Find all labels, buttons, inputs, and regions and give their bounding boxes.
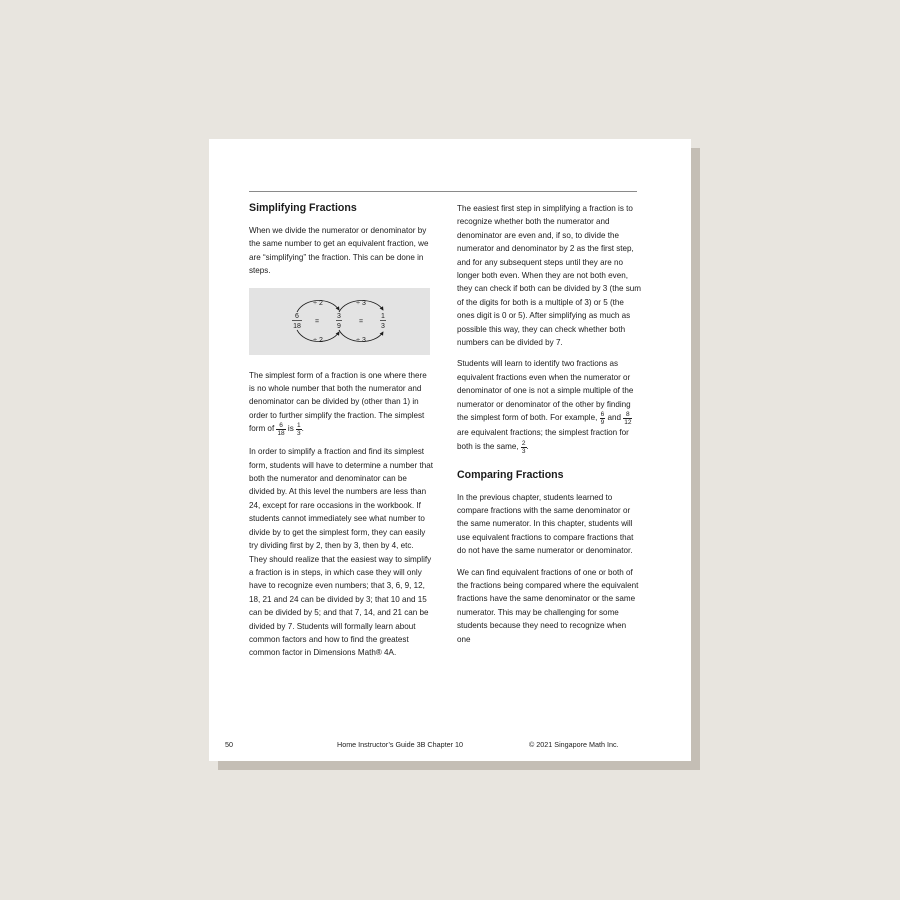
footer-guide-title: Home Instructor’s Guide 3B Chapter 10 — [337, 740, 463, 749]
fraction-denominator: 9 — [600, 419, 605, 427]
simplifying-figure — [249, 288, 430, 355]
fig-frac-2-num: 3 — [337, 312, 341, 320]
paragraph: In the previous chapter, students learned to compare fractions with the same denominator or the same numerator. In this chapter, students will use equivalent fractions to compare fractions that do not have the same numerator or denominator. — [457, 492, 634, 556]
fraction-numerator: 2 — [521, 439, 526, 447]
paragraph: We can find equivalent fractions of one or both of the fractions being compared where the equivalent fractions have the same denominator or the same numerator. This may be challenging for some students because they need to recognize when one — [457, 567, 639, 644]
fraction-numerator: 6 — [276, 422, 285, 430]
paragraph-text: . — [526, 441, 529, 451]
inline-fraction — [600, 411, 606, 426]
simplify-arrows-diagram — [249, 288, 430, 355]
fig-frac-2-den: 9 — [337, 322, 341, 330]
fig-frac-3-den: 3 — [381, 322, 385, 330]
fraction-denominator: 3 — [297, 430, 301, 438]
top-op-1: ÷ 2 — [313, 299, 323, 307]
fraction-denominator: 18 — [277, 430, 285, 438]
fraction-denominator: 12 — [624, 419, 632, 427]
fig-frac-3-num: 1 — [381, 312, 385, 320]
bottom-op-1: ÷ 2 — [313, 336, 323, 344]
fraction-numerator: 8 — [623, 411, 632, 419]
top-op-2: ÷ 3 — [356, 299, 366, 307]
section-heading-simplifying: Simplifying Fractions — [249, 202, 357, 214]
inline-fraction — [276, 422, 285, 437]
paragraph: The easiest first step in simplifying a fraction is to recognize whether both the numerator and denominator are even and, if so, to divide the numerator and denominator by 2 as the first step, and for any subsequent steps until they are no longer both even. When they are not both even, they can check if both can be divided by 3 (the sum of the digits for both is a multiple of 3) or 5 (the ones digit is 0 or 5). After simplifying as much as possible this way, they can check whether both numbers can be divided by 7. — [457, 204, 642, 348]
bottom-op-2: ÷ 3 — [356, 336, 366, 344]
paragraph-text: Students will learn to identify two fractions as equivalent fractions even when the numerator or denominator of one is not a simple multiple of the numerator or denominator of the other by finding the simplest form of both. For example, — [457, 359, 634, 423]
right-column — [457, 202, 641, 654]
paragraph-text: are equivalent fractions; the simplest fraction for both is the same, — [457, 428, 629, 451]
top-rule — [249, 191, 637, 192]
footer-copyright: © 2021 Singapore Math Inc. — [529, 740, 619, 749]
paragraph-text: is — [287, 424, 294, 434]
fig-frac-1-den: 18 — [293, 322, 301, 330]
paragraph-text: . — [301, 424, 304, 434]
paragraph — [249, 369, 433, 438]
page-number: 50 — [225, 740, 233, 749]
fig-equals-1: = — [314, 318, 320, 326]
left-column — [249, 197, 433, 668]
fraction-numerator: 1 — [297, 422, 301, 430]
document-page — [209, 139, 691, 761]
paragraph-text: and — [607, 413, 621, 423]
inline-fraction — [623, 411, 632, 426]
fraction-numerator: 6 — [600, 411, 605, 419]
fig-equals-2: = — [358, 318, 364, 326]
paragraph-text: The simplest form of a fraction is one where there is no whole number that both the numerator and denominator can be divided by (other than 1) in order to further simplify the fraction. The simplest form of — [249, 370, 427, 434]
paragraph: When we divide the numerator or denominator by the same number to get an equivalent fraction, we are “simplifying” the fraction. This can be done in steps. — [249, 226, 429, 276]
fig-frac-1-num: 6 — [295, 312, 299, 320]
fraction-denominator: 3 — [521, 447, 526, 455]
section-heading-comparing: Comparing Fractions — [457, 468, 564, 481]
paragraph: In order to simplify a fraction and find its simplest form, students will have to determine a number that both the numerator and denominator can be divided by. At this level the numbers are less than 24, except for rare occasions in the workbook. If students cannot immediately see what number to divide by to get the simplest form, they can easily try dividing first by 2, then by 3, then by 4, etc. They should realize that the easiest way to simplify a fraction is in steps, in which case they will only have to recognize even numbers; that 3, 6, 9, 12, 18, 21 and 24 can be divided by 3; that 10 and 15 can be divided by 5; and that 7, 14, and 21 can be divided by 7. Students will formally learn about common factors and how to find the greatest common factor in Dimensions Math® 4A. — [249, 447, 433, 658]
paragraph — [457, 357, 641, 454]
